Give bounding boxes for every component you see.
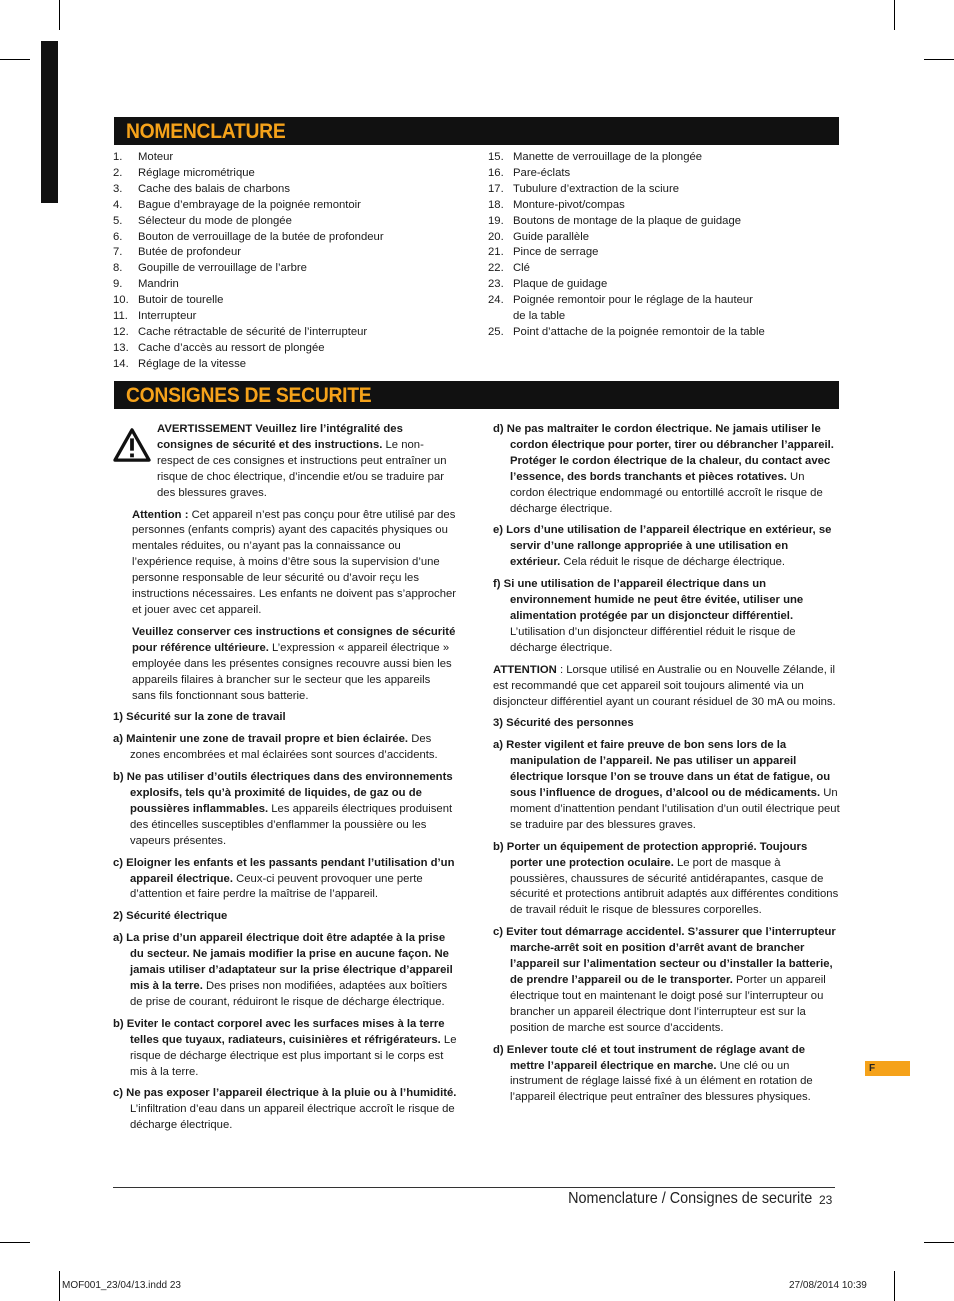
item-number: 3. [113, 182, 123, 195]
item-label: Bague d’embrayage de la poignée remontoir [138, 198, 361, 211]
item-number: 19. [488, 214, 504, 227]
item-number: 20. [488, 230, 504, 243]
footer-title: Nomenclature / Consignes de securite [567, 1190, 812, 1207]
crop-mark [894, 1271, 895, 1301]
attention-au-nz: ATTENTION : Lorsque utilisé en Australie ou en Nouvelle Zélande, il est recommandé que cet appareil soit toujours alimenté via un disjoncteur différentiel ayant un courant résiduel de 30 mA ou moins. [493, 663, 836, 708]
rule-item: e) Lors d’une utilisation de l’appareil électrique en extérieur, se servir d’une rallonge appropriée à une utilisation en extérieur. Cela réduit le risque de décharge électrique. [493, 524, 832, 569]
section-heading: 2) Sécurité électrique [113, 910, 228, 923]
nomenclature-item [488, 230, 765, 246]
rule-item: c) Ne pas exposer l’appareil électrique à la pluie ou à l’humidité. L’infiltration d’eau dans un appareil électrique accroît le risque de décharge électrique. [113, 1087, 457, 1132]
nomenclature-item [488, 293, 765, 309]
nomenclature-item [113, 309, 384, 325]
item-number: 22. [488, 262, 504, 275]
section-heading: 3) Sécurité des personnes [493, 717, 634, 730]
rule-item: b) Ne pas utiliser d’outils électriques dans des environnements explosifs, tels qu’à proximité de liquides, de gaz ou de poussières inflammables. Les appareils électriques produisent des étincelles susceptibles d’enflammer la poussière ou les vapeurs présentes. [113, 771, 453, 847]
item-number: 24. [488, 294, 504, 307]
item-label: Plaque de guidage [513, 278, 608, 291]
item-label: Poignée remontoir pour le réglage de la hauteur [513, 294, 753, 307]
attention-paragraph: Attention : Cet appareil n’est pas conçu pour être utilisé par des personnes (enfants compris) ayant des capacités physiques ou mentales réduites, ou n’ayant pas la connaissance ou l’expérience requise, à moins d’être sous la supervision d’une personne responsable de leur sécurité ou d’avoir reçu les instructions nécessaires. Les enfants ne doivent pas s’approcher et jouer avec cet appareil. [132, 508, 457, 616]
item-number: 14. [113, 357, 129, 370]
rule-item: d) Enlever toute clé et tout instrument de réglage avant de mettre l’appareil électrique en marche. Une clé ou un instrument de réglage laissé fixé à un élément en rotation de l’appareil électrique peut entraîner des blessures physiques. [493, 1043, 813, 1104]
item-number: 13. [113, 341, 129, 354]
safety-title: CONSIGNES DE SECURITE [126, 384, 372, 407]
slug-filename: MOF001_23/04/13.indd 23 [62, 1280, 181, 1291]
nomenclature-title: NOMENCLATURE [126, 120, 286, 143]
rule-item: a) Maintenir une zone de travail propre et bien éclairée. Des zones encombrées et mal éclairées sont sources d’accidents. [113, 733, 438, 762]
item-label: Goupille de verrouillage de l’arbre [138, 262, 307, 275]
item-label: de la table [513, 310, 566, 323]
nomenclature-item [488, 198, 765, 214]
crop-mark [924, 1242, 954, 1243]
item-number: 7. [113, 246, 123, 259]
nomenclature-item [113, 182, 384, 198]
item-label: Réglage micrométrique [138, 166, 255, 179]
crop-mark [924, 59, 954, 60]
crop-mark [0, 1242, 30, 1243]
rule-item: a) La prise d’un appareil électrique doit être adaptée à la prise du secteur. Ne jamais modifier la prise en aucune façon. Ne jamais utiliser d’adaptateur sur la prise électrique d’appareil mis à la terre. Des prises non modifiées, adaptées aux boîtiers de prise de courant, réduiront le risque de décharge électrique. [113, 932, 453, 1008]
item-number: 12. [113, 325, 129, 338]
nomenclature-item [113, 325, 384, 341]
nomenclature-header [114, 117, 839, 145]
item-label: Cache des balais de charbons [138, 182, 290, 195]
item-number: 15. [488, 151, 504, 163]
safety-column-left [113, 422, 457, 1140]
item-number: 8. [113, 262, 123, 275]
nomenclature-item [113, 357, 384, 373]
nomenclature-item [113, 261, 384, 277]
safety-header [114, 381, 839, 409]
nomenclature-item [113, 214, 384, 230]
nomenclature-item [488, 182, 765, 198]
page-number: 23 [819, 1193, 833, 1207]
nomenclature-item [488, 309, 765, 325]
item-label: Cache d’accès au ressort de plongée [138, 341, 325, 354]
item-number: 21. [488, 246, 504, 259]
item-label: Clé [513, 262, 530, 275]
rule-item: b) Porter un équipement de protection approprié. Toujours porter une protection oculaire. Le port de masque à poussières, chaussures de sécurité antidérapantes, casque de sécurité et protections antibruit adaptés aux différentes conditions de travail réduit le risque de blessures corporelles. [493, 840, 839, 917]
warning-text: Le non-respect de ces consignes et instructions peut entraîner un risque de choc électrique, d’incendie et/ou se traduire par des blessures graves. [157, 438, 447, 499]
item-label: Cache rétractable de sécurité de l’interrupteur [138, 325, 368, 338]
language-tab: F [865, 1061, 910, 1076]
nomenclature-item [488, 150, 765, 166]
item-number: 2. [113, 166, 123, 179]
nomenclature-item [113, 150, 384, 166]
side-bar [41, 41, 58, 203]
nomenclature-item [488, 245, 765, 261]
item-number: 17. [488, 182, 504, 195]
item-number: 1. [113, 151, 123, 163]
item-label: Moteur [138, 151, 174, 163]
item-number: 16. [488, 166, 504, 179]
nomenclature-list-left [113, 150, 384, 373]
nomenclature-item [113, 230, 384, 246]
item-label: Boutons de montage de la plaque de guidage [513, 214, 742, 227]
item-number: 6. [113, 230, 123, 243]
item-number: 4. [113, 198, 123, 211]
section-heading: 1) Sécurité sur la zone de travail [113, 711, 286, 724]
warning-paragraph [113, 422, 457, 502]
nomenclature-item [113, 277, 384, 293]
nomenclature-item [113, 293, 384, 309]
item-label: Bouton de verrouillage de la butée de profondeur [138, 230, 384, 243]
rule-item: b) Eviter le contact corporel avec les surfaces mises à la terre telles que tuyaux, radiateurs, cuisinières et réfrigérateurs. Le risque de décharge électrique est plus important si le corps est mis à la terre. [113, 1017, 457, 1078]
rule-item: c) Eviter tout démarrage accidentel. S’assurer que l’interrupteur marche-arrêt soit en position d’arrêt avant de brancher l’appareil sur l’alimentation secteur ou d’installer la batterie, de prendre l’appareil ou de le transporter. Porter un appareil électrique tout en maintenant le doigt posé sur l’interrupteur ou brancher un appareil électrique dont l’interrupteur est sur la position de marche est source d’accidents. [493, 926, 836, 1034]
item-label: Butoir de tourelle [138, 294, 224, 307]
item-number: 11. [113, 310, 128, 323]
crop-mark [59, 1271, 60, 1301]
item-label: Point d’attache de la poignée remontoir de la table [513, 325, 765, 338]
item-number: 9. [113, 278, 123, 291]
item-number: 18. [488, 198, 504, 211]
nomenclature-item [488, 214, 765, 230]
item-label: Tubulure d’extraction de la sciure [513, 182, 679, 195]
nomenclature-item [113, 341, 384, 357]
rule-item: d) Ne pas maltraiter le cordon électrique. Ne jamais utiliser le cordon électrique pour porter, tirer ou débrancher l’appareil. Protéger le cordon électrique de la chaleur, du contact avec l’essence, des bords tranchants et pièces rotatives. Un cordon électrique endommagé ou entortillé accroît le risque de décharge électrique. [493, 423, 834, 515]
footer-rule [113, 1187, 835, 1188]
item-number: 10. [113, 294, 129, 307]
crop-mark [0, 59, 30, 60]
rule-item: c) Eloigner les enfants et les passants pendant l’utilisation d’un appareil électrique. Ceux-ci peuvent provoquer une perte d’attention et faire perdre la maîtrise de l’appareil. [113, 856, 455, 901]
crop-mark [59, 0, 60, 30]
item-label: Pince de serrage [513, 246, 599, 259]
safety-column-right [493, 422, 840, 1112]
item-label: Interrupteur [138, 310, 197, 323]
item-label: Butée de profondeur [138, 246, 242, 259]
item-label: Mandrin [138, 278, 179, 291]
nomenclature-item [113, 245, 384, 261]
slug-date: 27/08/2014 10:39 [789, 1280, 867, 1291]
rule-item: f) Si une utilisation de l’appareil électrique dans un environnement humide ne peut être évitée, utiliser une alimentation protégée par un disjoncteur différentiel. L’utilisation d’un disjoncteur différentiel réduit le risque de décharge électrique. [493, 578, 804, 654]
item-label: Pare-éclats [513, 166, 571, 179]
nomenclature-list-right [488, 150, 765, 341]
item-label: Guide parallèle [513, 230, 589, 243]
nomenclature-item [488, 166, 765, 182]
item-label: Manette de verrouillage de la plongée [513, 151, 703, 163]
item-number: 5. [113, 214, 123, 227]
item-number: 23. [488, 278, 504, 291]
rule-item: a) Rester vigilent et faire preuve de bon sens lors de la manipulation de l’appareil. Ne pas utiliser un appareil électrique lorsque l’on se trouve dans un état de fatigue, ou sous l’influence de drogues, d’alcool ou de médicaments. Un moment d’inattention pendant l’utilisation d’un outil électrique peut se traduire par des blessures graves. [493, 739, 840, 831]
nomenclature-item [488, 325, 765, 341]
nomenclature-item [488, 261, 765, 277]
nomenclature-item [488, 277, 765, 293]
item-label: Monture-pivot/compas [513, 198, 625, 211]
nomenclature-item [113, 198, 384, 214]
item-number: 25. [488, 325, 504, 338]
nomenclature-item [113, 166, 384, 182]
warning-bold: AVERTISSEMENT Veuillez lire l’intégralité des consignes de sécurité et des instructions. [157, 423, 403, 451]
item-label: Réglage de la vitesse [138, 357, 247, 370]
item-label: Sélecteur du mode de plongée [138, 214, 292, 227]
keep-instructions-paragraph: Veuillez conserver ces instructions et consignes de sécurité pour référence ultérieure. L’expression « appareil électrique » employée dans les présentes consignes recouvre aussi bien les appareils filaires à brancher sur le secteur que les appareils sans fils fonctionnant sous batterie. [132, 625, 456, 702]
crop-mark [894, 0, 895, 30]
